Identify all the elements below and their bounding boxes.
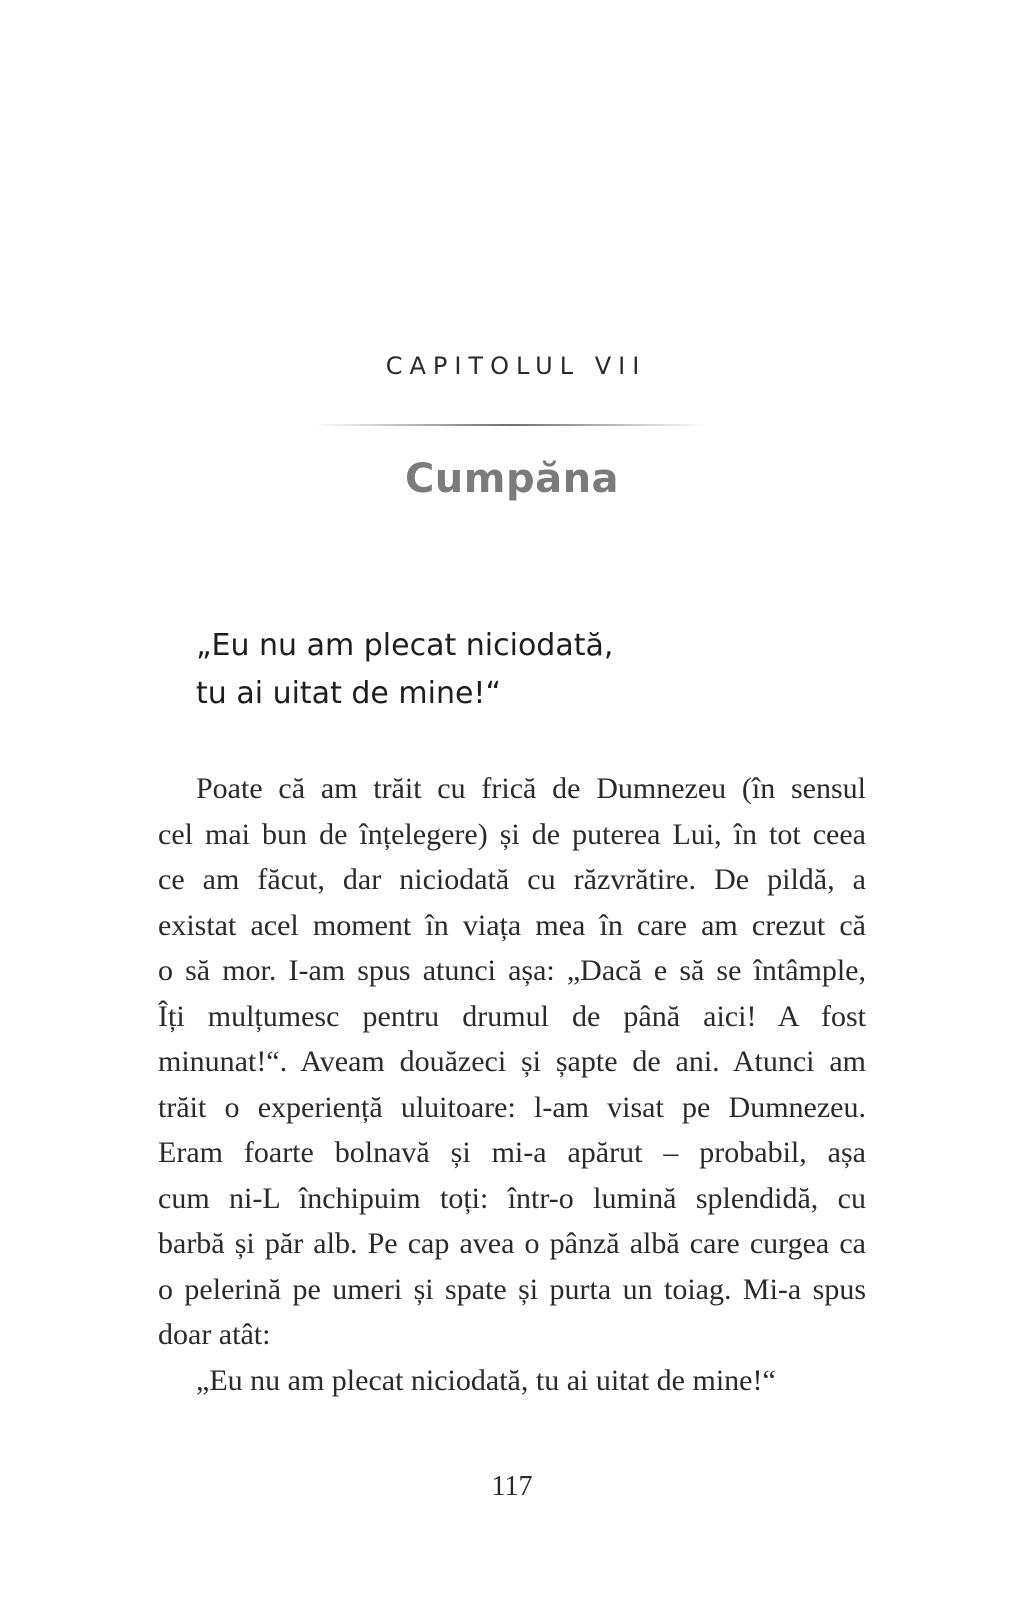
body-line: o să mor. I-am spus atunci așa: „Dacă e să se întâmple, [158, 954, 866, 987]
body-line: Îți mulțumesc pentru drumul de până aici! A fost [158, 999, 866, 1033]
chapter-divider [314, 424, 708, 426]
body-paragraph [158, 766, 866, 1403]
body-line: existat acel moment în viața mea în care am crezut că [158, 908, 866, 942]
epigraph [196, 622, 613, 718]
body-line: Eram foarte bolnavă și mi-a apărut – probabil, așa [158, 1136, 866, 1169]
chapter-label: CAPITOLUL VII [385, 352, 647, 380]
body-line: o pelerină pe umeri și spate și purta un toiag. Mi-a spus [158, 1272, 866, 1306]
body-line: Poate că am trăit cu frică de Dumnezeu (în sensul [196, 772, 866, 805]
quoted-line: „Eu nu am plecat niciodată, tu ai uitat de mine!“ [196, 1363, 776, 1397]
body-line: cel mai bun de înțelegere) și de puterea Lui, în tot ceea [158, 817, 866, 851]
chapter-title: Cumpăna [404, 456, 620, 502]
epigraph-line: tu ai uitat de mine!“ [196, 676, 501, 711]
body-line: cum ni-L închipuim toți: într-o lumină splendidă, cu [158, 1181, 866, 1215]
page-number: 117 [491, 1471, 533, 1502]
body-line: barbă și păr alb. Pe cap avea o pânză albă care curgea ca [158, 1227, 866, 1260]
body-line: minunat!“. Aveam douăzeci și șapte de ani. Atunci am [158, 1045, 866, 1078]
body-line: doar atât: [158, 1318, 271, 1351]
body-line: ce am făcut, dar niciodată cu răzvrătire. De pildă, a [158, 863, 866, 896]
epigraph-line: „Eu nu am plecat niciodată, [196, 628, 614, 663]
body-line: trăit o experiență uluitoare: l-am visat pe Dumnezeu. [158, 1090, 866, 1124]
